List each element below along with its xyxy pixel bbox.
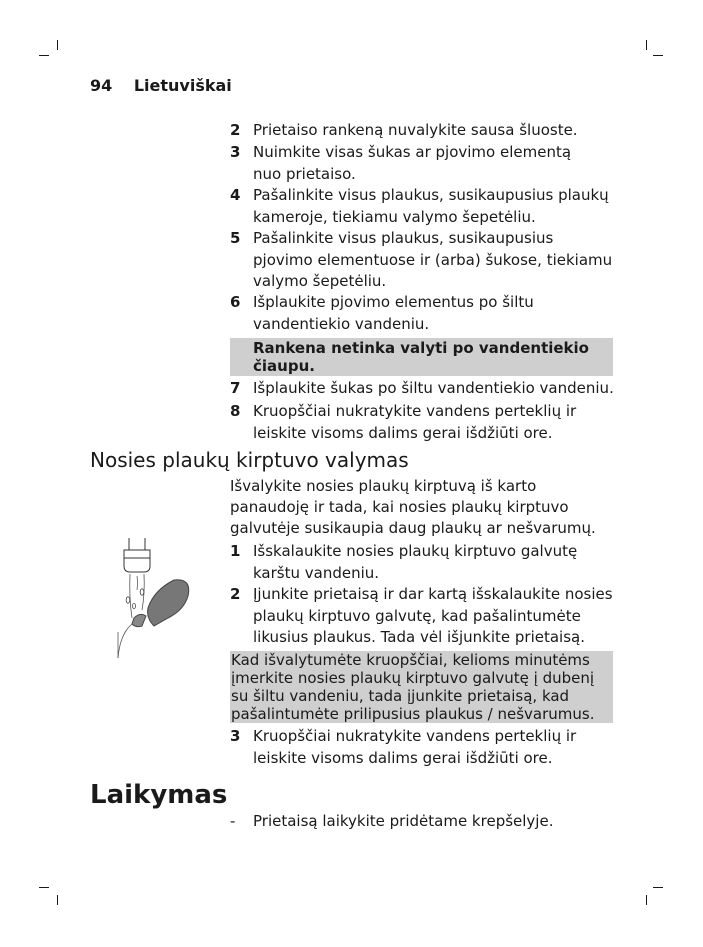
- crop-mark: [57, 40, 58, 50]
- step-number: 3: [230, 143, 241, 161]
- crop-mark: [39, 55, 49, 56]
- step-text: Kruopščiai nukratykite vandens perteklių ir leiskite visoms dalims gerai išdžiūti ore.: [253, 727, 577, 767]
- step-item: [230, 584, 620, 649]
- step-number: 8: [230, 402, 241, 420]
- section-title-storage: Laikymas: [90, 780, 228, 810]
- step-text: Prietaiso rankeną nuvalykite sausa šluoste.: [253, 121, 578, 139]
- page-header: [90, 76, 232, 95]
- crop-mark: [57, 895, 58, 905]
- step-number: 6: [230, 293, 241, 311]
- crop-mark: [653, 55, 663, 56]
- step-number: 5: [230, 229, 241, 247]
- step-text: Pašalinkite visus plaukus, susikaupusius pjovimo elementuose ir (arba) šukose, tiekiamu valymo šepetėliu.: [253, 229, 613, 290]
- faucet-icon: [124, 538, 150, 572]
- storage-item: [230, 811, 620, 833]
- crop-mark: [653, 887, 663, 888]
- bullet-dash: -: [230, 812, 236, 830]
- tip-note: Kad išvalytumėte kruopščiai, kelioms minutėms įmerkite nosies plaukų kirptuvo galvutę į dubenį su šiltu vandeniu, tada įjunkite prietaisą, kad pašalintumėte prilipusius plaukus / nešvarumus.: [230, 651, 613, 723]
- step-item: [230, 228, 620, 293]
- crop-mark: [646, 40, 647, 50]
- step-item: [230, 378, 620, 400]
- step-text: Išplaukite pjovimo elementus po šiltu vandentiekio vandeniu.: [253, 293, 534, 333]
- crop-mark: [39, 887, 49, 888]
- step-number: 3: [230, 727, 241, 745]
- step-number: 7: [230, 379, 241, 397]
- step-item: [230, 541, 620, 584]
- water-stream-icon: [130, 574, 145, 618]
- nose-intro: Išvalykite nosies plaukų kirptuvą iš karto panaudoję ir tada, kai nosies plaukų kirptuvo galvutėje susikaupia daug plaukų ar nešvarumų.: [230, 477, 596, 537]
- step-text: Kruopščiai nukratykite vandens perteklių ir leiskite visoms dalims gerai išdžiūti ore.: [253, 402, 577, 442]
- trimmer-head-icon: [132, 614, 146, 626]
- water-drop-icon: [126, 589, 144, 609]
- step-item: [230, 185, 620, 228]
- step-number: 2: [230, 121, 241, 139]
- step-text: Nuimkite visas šukas ar pjovimo elementą nuo prietaiso.: [253, 143, 572, 183]
- step-text: Išskalaukite nosies plaukų kirptuvo galvutę karštu vandeniu.: [253, 542, 578, 582]
- step-item: [230, 120, 620, 142]
- step-number: 4: [230, 186, 241, 204]
- step-text: Įjunkite prietaisą ir dar kartą išskalaukite nosies plaukų kirptuvo galvutę, kad pašalintumėte likusius plaukus. Tada vėl išjunkite prietaisą.: [253, 585, 613, 646]
- section-title-nose: Nosies plaukų kirptuvo valymas: [90, 448, 409, 472]
- trimmer-body-icon: [148, 580, 189, 626]
- page-number: 94: [90, 76, 113, 95]
- page-language: Lietuviškai: [133, 76, 232, 95]
- storage-text: Prietaisą laikykite pridėtame krepšelyje.: [253, 812, 554, 830]
- crop-mark: [646, 895, 647, 905]
- step-number: 2: [230, 585, 241, 603]
- step-text: Pašalinkite visus plaukus, susikaupusius plaukų kameroje, tiekiamu valymo šepetėliu.: [253, 186, 609, 226]
- step-number: 1: [230, 542, 241, 560]
- drain-line: [118, 624, 132, 658]
- warning-note: Rankena netinka valyti po vandentiekio čiaupu.: [230, 338, 613, 376]
- step-item: [230, 726, 620, 769]
- step-item: [230, 142, 620, 185]
- nose-trimmer-rinse-illustration: [108, 538, 196, 660]
- step-item: [230, 292, 620, 335]
- step-item: [230, 401, 620, 444]
- step-text: Išplaukite šukas po šiltu vandentiekio vandeniu.: [253, 379, 614, 397]
